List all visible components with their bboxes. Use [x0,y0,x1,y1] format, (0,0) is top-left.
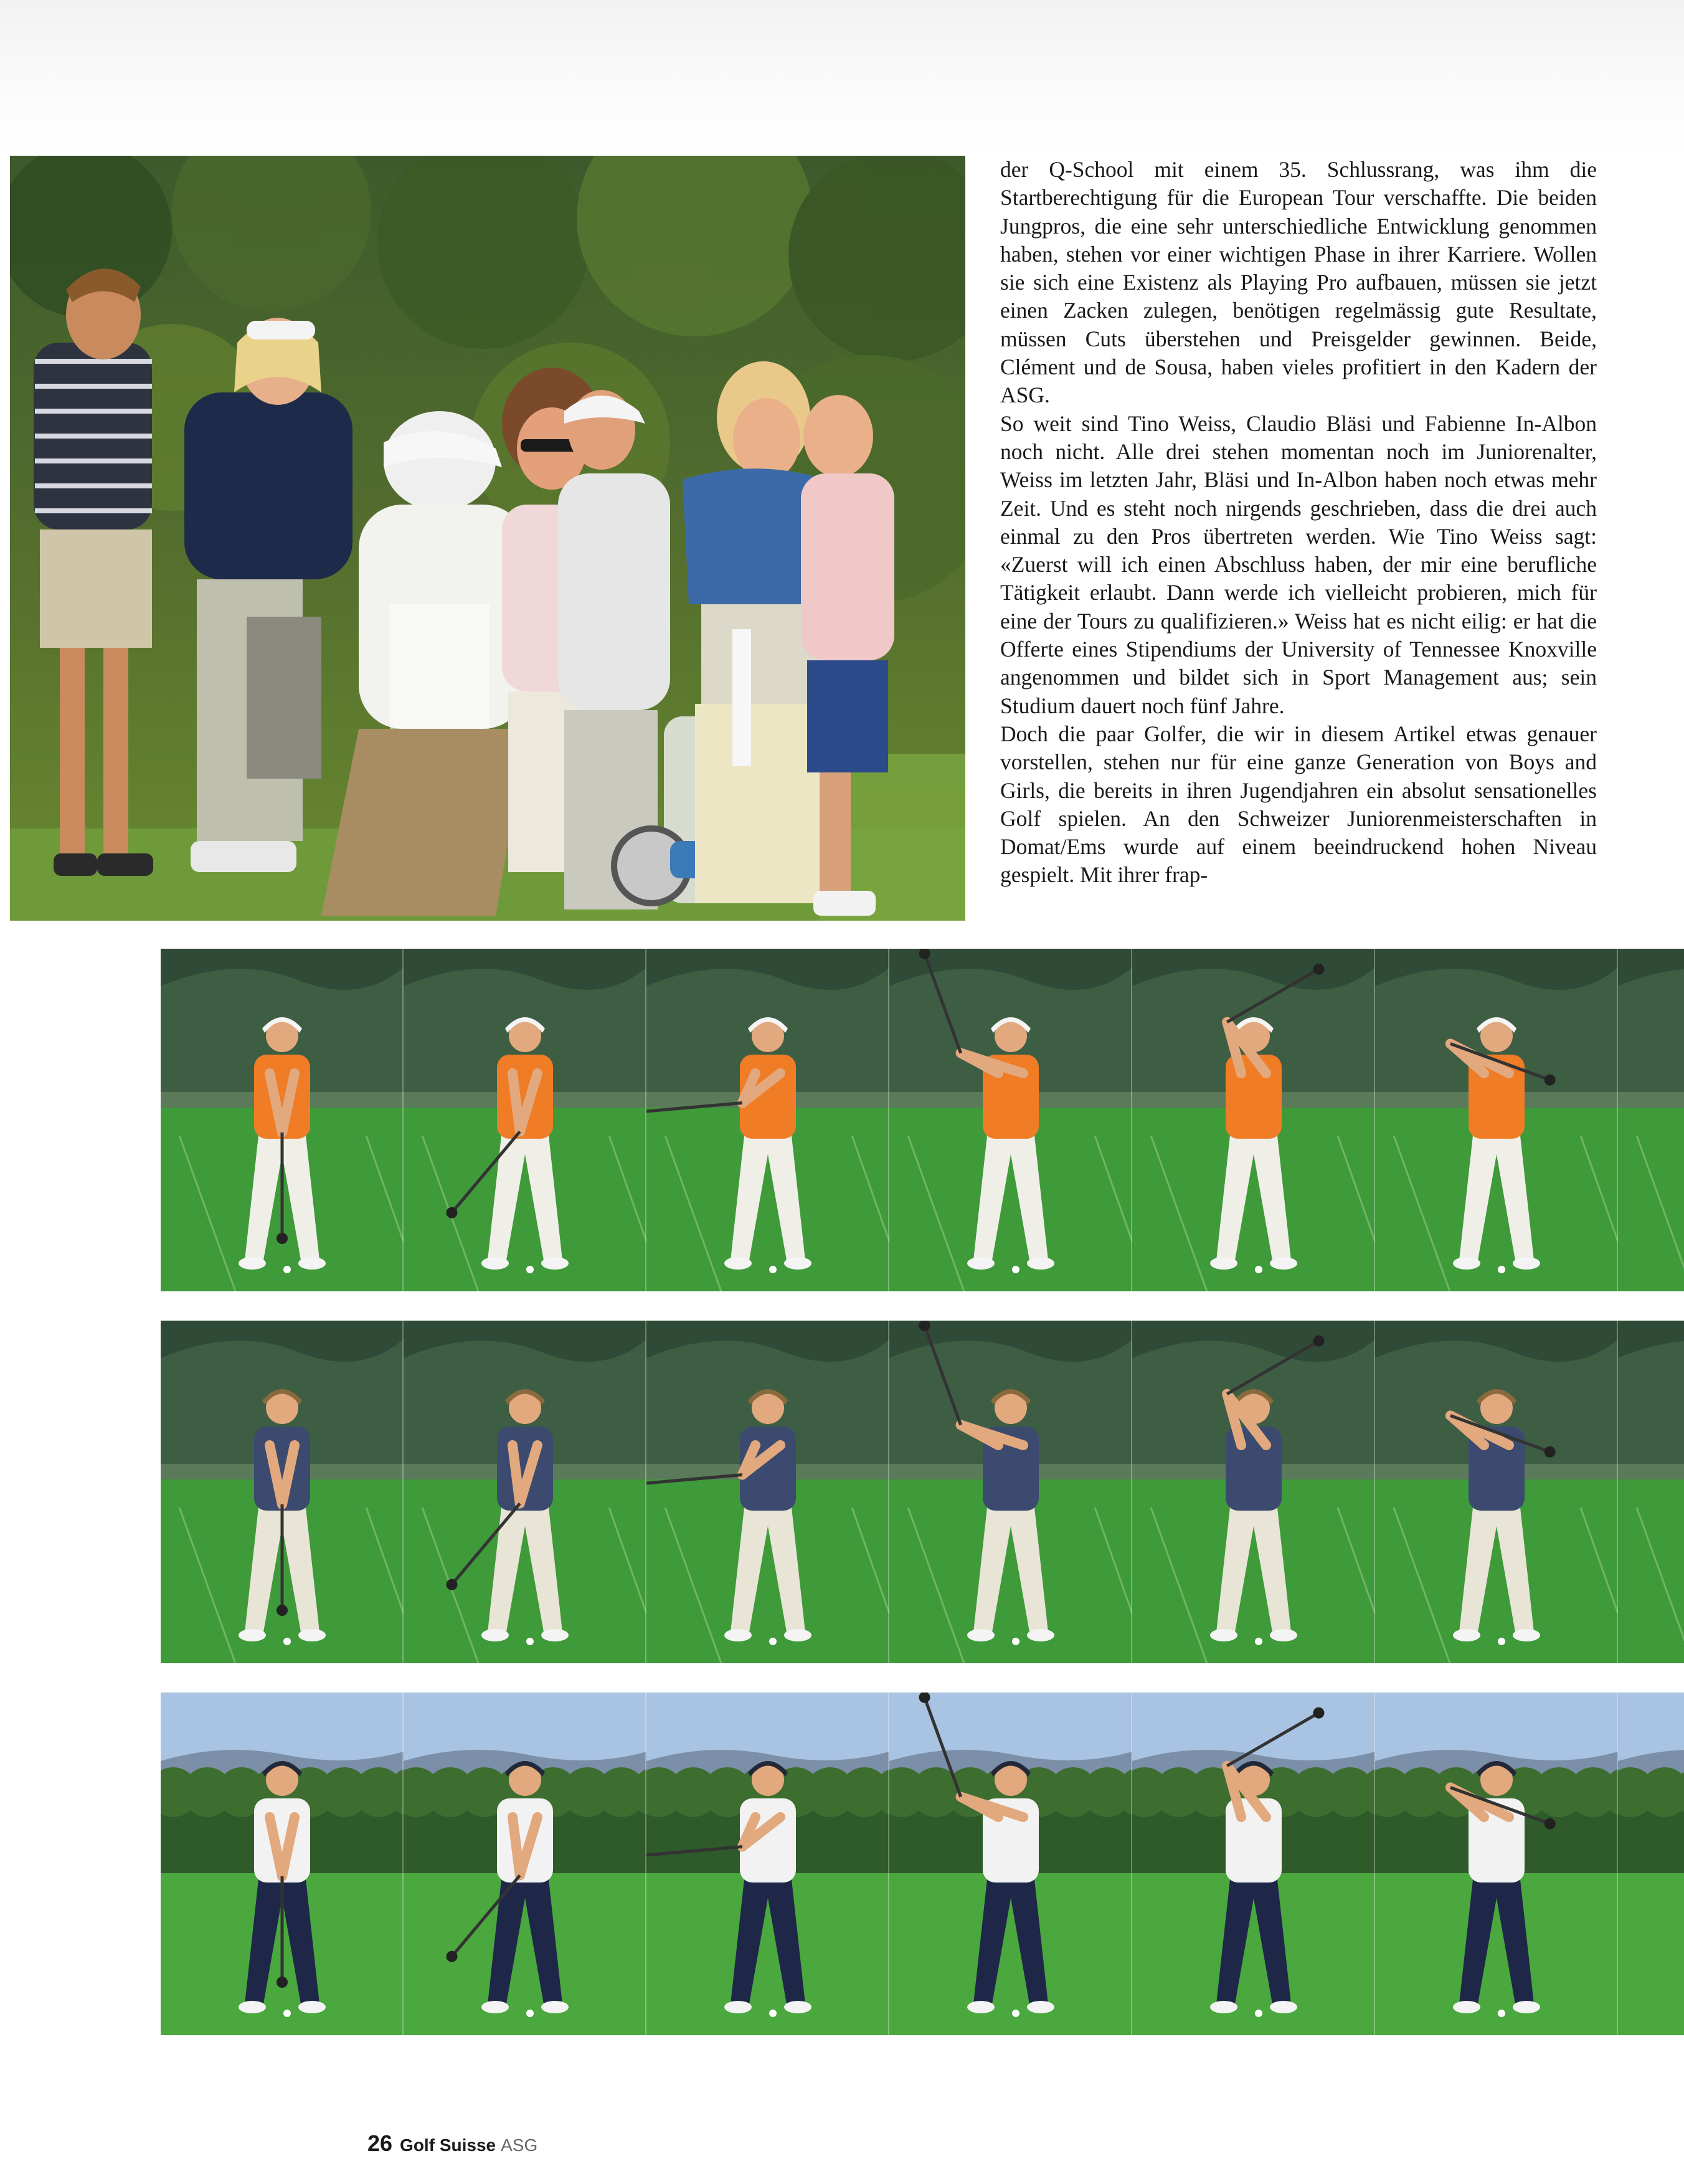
swing-frame [889,949,1132,1291]
swing-frame [889,1693,1132,2035]
swing-frame [646,1321,889,1663]
swing-sequence-white-shirt [161,1693,1684,2035]
top-band [0,0,1684,156]
swing-frame [1132,1321,1375,1663]
swing-frame [161,949,404,1291]
swing-frame [1618,949,1684,1291]
swing-frame [161,1693,404,2035]
page-number: 26 [367,2130,393,2156]
article-paragraph: Doch die paar Golfer, die wir in diesem Artikel etwas genauer vorstellen, stehen nur für eine ganze Generation von Boys and Girls, die bereits in ihren Jugendjahren ein absolut sensationelles Golf spielen. An den Schweizer Juniorenmeisterschaften in Domat/Ems wurde auf einem beeindruckend hohen Niveau gespielt. Mit ihrer frap- [1000,721,1597,888]
swing-frame [404,949,646,1291]
swing-frame [646,1693,889,2035]
swing-frame [1375,1321,1618,1663]
article-paragraph: So weit sind Tino Weiss, Claudio Bläsi und Fabienne In-Albon noch nicht. Alle drei stehen momentan noch im Juniorenalter, Weiss im letzten Jahr, Bläsi und In-Albon haben noch etwas mehr Zeit. Und es steht noch nirgends geschrieben, dass die drei auch einmal zu den Pros übertreten werden. Wie Tino Weiss sagt: «Zuerst will ich einen Abschluss haben, der mir eine berufliche Tätigkeit erlaubt. Dann werde ich vielleicht probieren, mich für eine der Tours zu qualifizieren.» Weiss hat es nicht eilig: er hat die Offerte eines Stipendiums der University of Tennessee Knoxville angenommen und bildet sich in Sport Management aus; sein Studium dauert noch fünf Jahre. [1000,411,1597,718]
swing-frame [404,1693,646,2035]
spectators-photo [10,156,965,921]
page-footer [367,2130,537,2162]
swing-frame [404,1321,646,1663]
swing-sequence-navy-shirt [161,1321,1684,1663]
swing-frame [161,1321,404,1663]
swing-frame [1132,1693,1375,2035]
article-text [1000,156,1597,934]
swing-sequence-orange-shirt [161,949,1684,1291]
swing-frame [646,949,889,1291]
swing-frame [1375,1693,1618,2035]
swing-frame [1618,1693,1684,2035]
magazine-title: Golf Suisse [400,2135,496,2155]
swing-frame [1132,949,1375,1291]
swing-frame [1375,949,1618,1291]
swing-frame [1618,1321,1684,1663]
swing-frame [889,1321,1132,1663]
article-paragraph: der Q-School mit einem 35. Schlussrang, was ihm die Startberechtigung für die European Tour verschaffte. Die beiden Jungpros, die eine sehr unterschiedliche Entwicklung genommen haben, stehen vor einer wichtigen Phase in ihrer Karriere. Wollen sie sich eine Existenz als Playing Pro aufbauen, müssen sie jetzt einen Zacken zulegen, benötigen regelmässig gute Resultate, müssen Cuts überstehen und Preisgelder gewinnen. Beide, Clément und de Sousa, haben vieles profitiert in den Kadern der ASG. [1000,157,1597,408]
association-name: ASG [501,2135,538,2155]
